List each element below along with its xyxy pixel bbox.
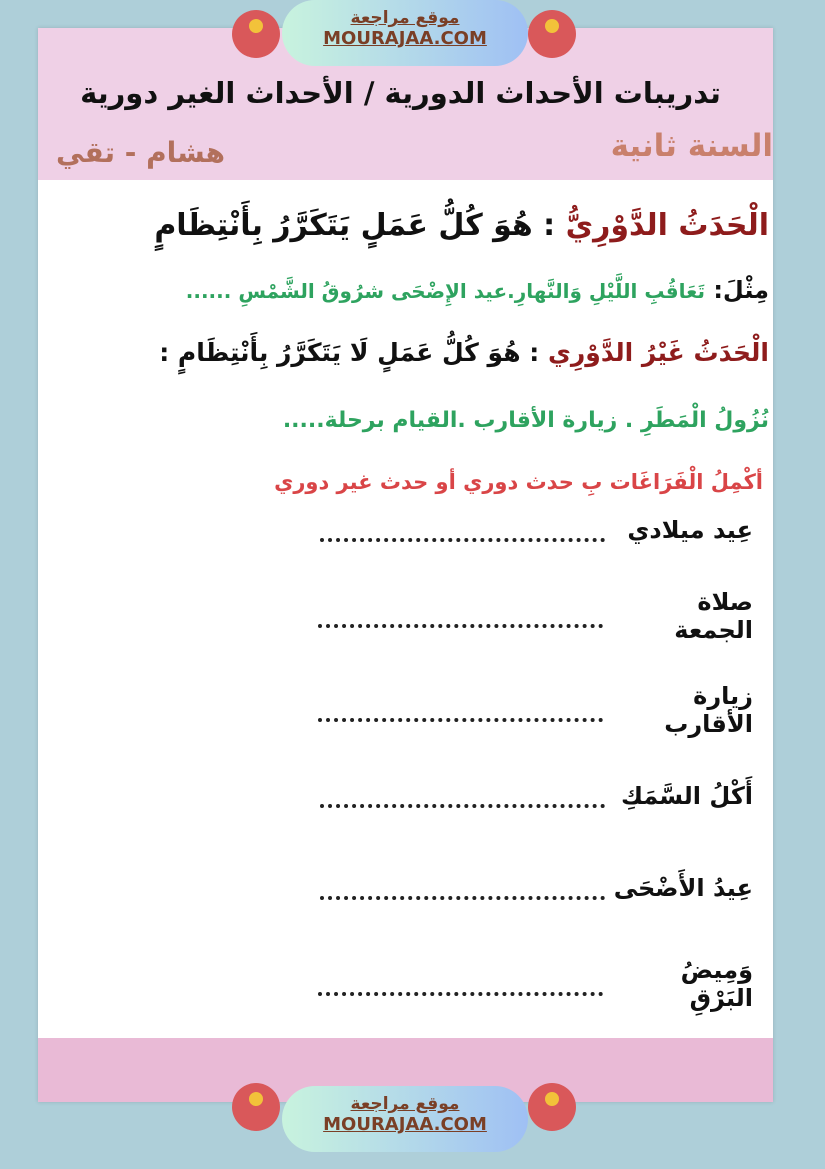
fill-item[interactable] [318, 868, 753, 908]
example-nonperiodic: نُزُولُ الْمَطَرِ . زيارة الأقارب .القيام برحلة..... [282, 408, 769, 433]
definition-text: : هُوَ كُلُّ عَمَلٍ لَا يَتَكَرَّرُ بِأَنْتِظَامٍ : [159, 338, 548, 367]
badge-arabic: موقع مراجعة [350, 1094, 460, 1114]
term: الْحَدَثُ غَيْرُ الدَّوْرِي [547, 338, 769, 367]
blank-line[interactable] [318, 972, 603, 996]
fill-item[interactable] [318, 776, 753, 816]
definition-text: : هُوَ كُلُّ عَمَلٍ يَتَكَرَّرُ بِأَنْتِظَامٍ [154, 208, 566, 243]
item-label: وَمِيضُ البَرْقِ [680, 956, 753, 1012]
blank-line[interactable] [320, 518, 605, 542]
grade-label: السنة ثانية [610, 128, 773, 164]
fill-item[interactable] [318, 510, 753, 550]
definition-nonperiodic [159, 338, 769, 367]
blank-line[interactable] [318, 604, 603, 628]
badge-site[interactable]: MOURAJAA.COM [323, 1114, 487, 1135]
item-label: زيارة الأقارب [664, 682, 753, 738]
badge-arabic: موقع مراجعة [350, 8, 460, 28]
site-logo-icon [528, 1083, 576, 1131]
site-logo-icon [528, 10, 576, 58]
item-label: عِيدُ الأَضْحَى [613, 874, 753, 902]
definition-periodic [154, 208, 769, 243]
fill-item[interactable] [318, 588, 753, 644]
item-label: صلاة الجمعة [674, 588, 753, 644]
badge-site[interactable]: MOURAJAA.COM [323, 28, 487, 49]
fill-item[interactable] [318, 956, 753, 1012]
site-logo-icon [232, 1083, 280, 1131]
item-label: عِيد ميلادي [627, 516, 753, 544]
example-label: مِثْلَ: [704, 276, 769, 304]
site-badge-bottom[interactable] [282, 1086, 528, 1152]
blank-line[interactable] [320, 876, 605, 900]
blank-line[interactable] [318, 698, 603, 722]
term: الْحَدَثُ الدَّوْرِيُّ [565, 208, 769, 243]
item-label: أَكْلُ السَّمَكِ [620, 782, 753, 810]
instruction: أكْمِلُ الْفَرَاغَات بِ حدث دوري أو حدث غير دوري [274, 470, 763, 494]
worksheet-page [38, 28, 773, 1102]
page-title: تدريبات الأحداث الدورية / الأحداث الغير دورية [80, 76, 721, 110]
blank-line[interactable] [320, 784, 605, 808]
site-logo-icon [232, 10, 280, 58]
fill-item[interactable] [318, 682, 753, 738]
example-periodic [186, 276, 769, 304]
author-label: هشام - تقي [56, 136, 226, 169]
site-badge-top[interactable] [282, 0, 528, 66]
example-text: تَعَاقُبِ اللَّيْلِ وَالنَّهارِ.عيد الإِضْحَى شرُوقُ الشَّمْسِ ...... [185, 279, 705, 303]
